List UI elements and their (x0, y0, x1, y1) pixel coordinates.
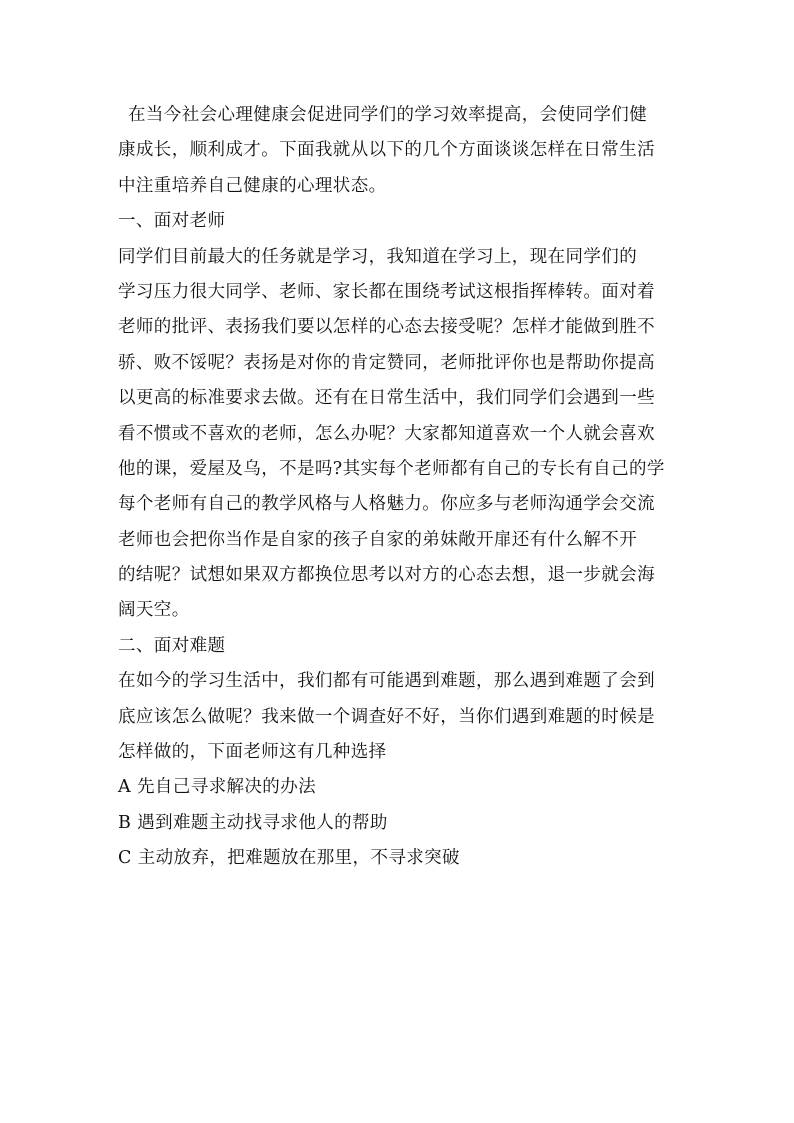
paragraph-line: 底应该怎么做呢？我来做一个调查好不好，当你们遇到难题的时候是 (118, 706, 655, 727)
section-heading-problems: 二、面对难题 (118, 635, 226, 656)
document-body (118, 98, 688, 877)
option-a: A 先自己寻求解决的办法 (118, 777, 316, 798)
intro-line: 中注重培养自己健康的心理状态。 (118, 175, 387, 196)
paragraph-line: 以更高的标准要求去做。还有在日常生活中，我们同学们会遇到一些 (118, 388, 655, 409)
intro-line: 康成长，顺利成才。下面我就从以下的几个方面谈谈怎样在日常生活 (118, 140, 655, 161)
paragraph-line: 骄、败不馁呢？表扬是对你的肯定赞同，老师批评你也是帮助你提高 (118, 352, 655, 373)
section-heading-teacher: 一、面对老师 (118, 211, 226, 232)
paragraph-line: 看不惯或不喜欢的老师，怎么办呢？大家都知道喜欢一个人就会喜欢 (118, 423, 655, 444)
paragraph-line: 的结呢？试想如果双方都换位思考以对方的心态去想，退一步就会海 (118, 565, 655, 586)
paragraph-line: 每个老师有自己的教学风格与人格魅力。你应多与老师沟通学会交流 (118, 494, 655, 515)
paragraph-line: 在如今的学习生活中，我们都有可能遇到难题，那么遇到难题了会到 (118, 671, 655, 692)
paragraph-line: 他的课，爱屋及乌，不是吗?其实每个老师都有自己的专长有自己的学 (118, 458, 665, 479)
paragraph-line: 学习压力很大同学、老师、家长都在围绕考试这根指挥棒转。面对着 (118, 281, 655, 302)
paragraph-line: 老师也会把你当作是自家的孩子自家的弟妹敞开扉还有什么解不开 (118, 529, 638, 550)
paragraph-line: 老师的批评、表扬我们要以怎样的心态去接受呢？怎样才能做到胜不 (118, 317, 655, 338)
intro-line: 在当今社会心理健康会促进同学们的学习效率提高，会使同学们健 (128, 105, 648, 125)
paragraph-line: 同学们目前最大的任务就是学习，我知道在学习上，现在同学们的 (118, 246, 638, 267)
paragraph-line: 阔天空。 (118, 600, 190, 621)
paragraph-line: 怎样做的，下面老师这有几种选择 (118, 742, 387, 763)
option-b: B 遇到难题主动找寻求他人的帮助 (118, 812, 388, 833)
option-c: C 主动放弃，把难题放在那里，不寻求突破 (118, 848, 460, 869)
